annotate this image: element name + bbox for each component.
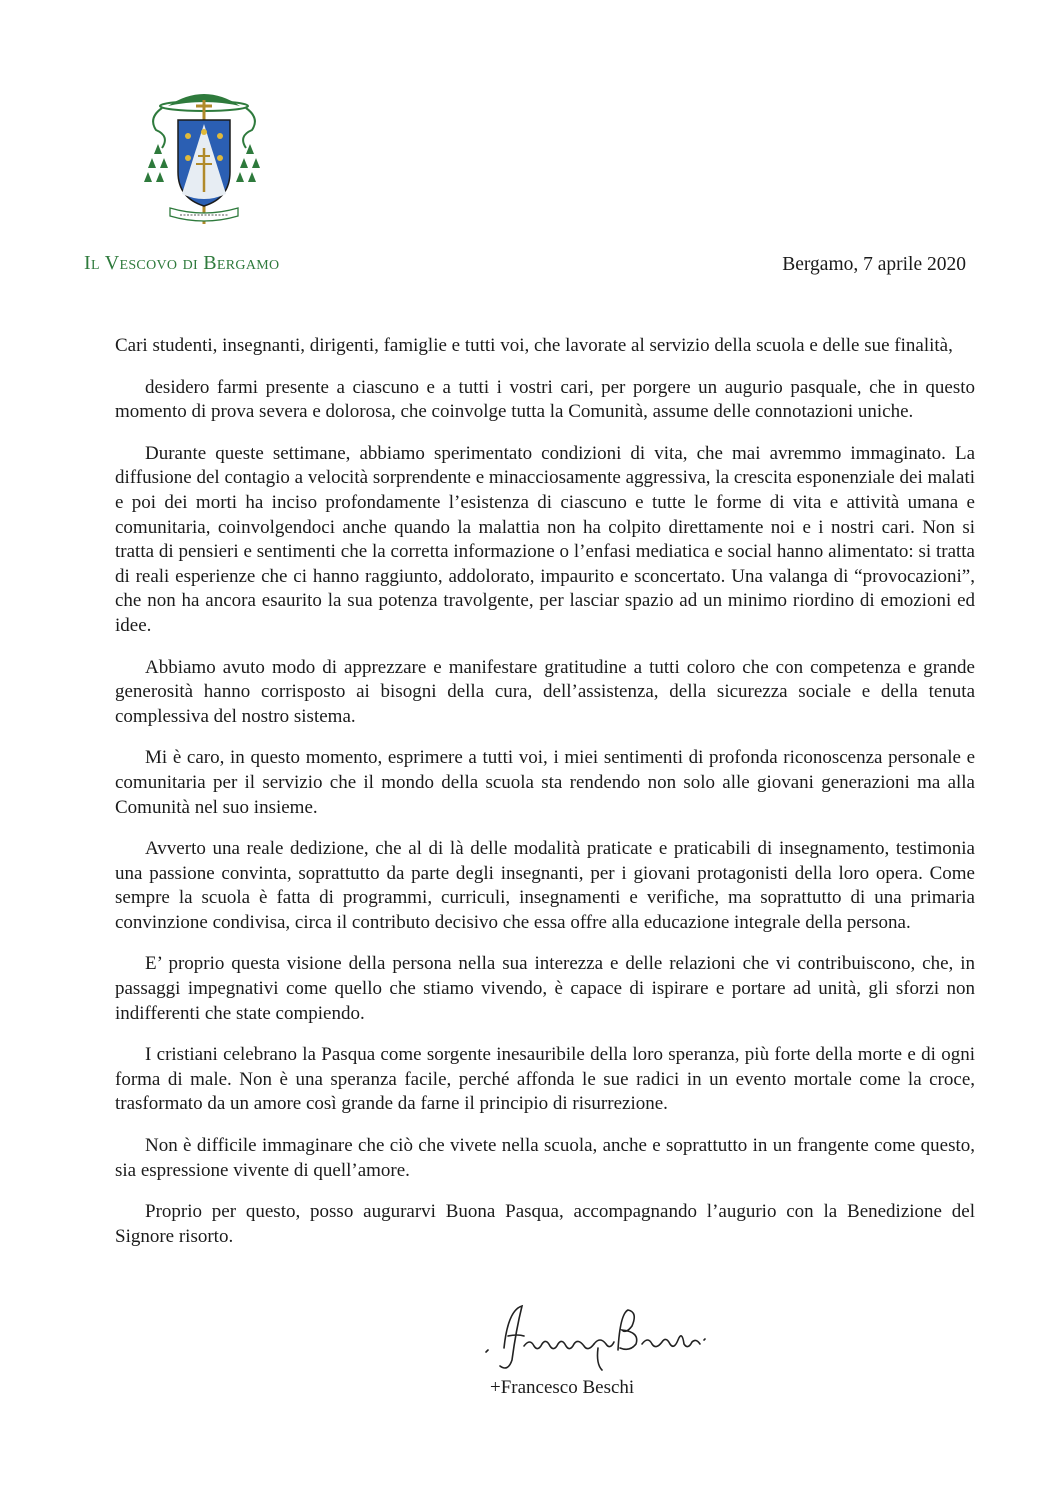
handwritten-signature: [478, 1300, 718, 1374]
paragraph: Abbiamo avuto modo di apprezzare e manifestare gratitudine a tutti coloro che con competenza e grande generosità hanno corrisposto ai bisogni della cura, dell’assistenza, della sicurezza sociale e della tenuta complessiva del nostro sistema.: [115, 656, 975, 727]
paragraph: Non è difficile immaginare che ciò che vivete nella scuola, anche e soprattutto in un frangente come questo, sia espressione vivente di quell’amore.: [115, 1135, 975, 1181]
signature-name: +Francesco Beschi: [490, 1377, 635, 1398]
paragraph: Proprio per questo, posso augurarvi Buona Pasqua, accompagnando l’augurio con la Benedizione del Signore risorto.: [115, 1201, 975, 1247]
paragraph: E’ proprio questa visione della persona nella sua interezza e delle relazioni che vi contribuiscono, che, in passaggi impegnativi come quello che stiamo vivendo, è capace di ispirare e portare ad unità, gli sforzi non indifferenti che state compiendo.: [115, 953, 975, 1024]
letter-body: [115, 334, 975, 1266]
episcopal-crest-logo: [140, 84, 268, 232]
paragraph: Mi è caro, in questo momento, esprimere a tutti voi, i miei sentimenti di profonda riconoscenza personale e comunitaria per il servizio che il mondo della scuola sta rendendo non solo alle giovani generazioni ma alla Comunità nel suo insieme.: [115, 747, 975, 818]
paragraph: desidero farmi presente a ciascuno e a tutti i vostri cari, per porgere un augurio pasquale, che in questo momento di prova severa e dolorosa, che coinvolge tutta la Comunità, assume delle connotazioni uniche.: [115, 376, 975, 423]
paragraph: I cristiani celebrano la Pasqua come sorgente inesauribile della loro speranza, più forte della morte e di ogni forma di male. Non è una speranza facile, perché affonda le sue radici in un evento mortale come la croce, trasformato da un amore così grande da farne il principio di risurrezione.: [115, 1044, 975, 1115]
paragraph: Durante queste settimane, abbiamo sperimentato condizioni di vita, che mai avremmo immaginato. La diffusione del contagio a velocità sorprendente e minacciosamente aggressiva, la crescita esponenziale dei malati e poi dei morti ha inciso profondamente l’esistenza di ciascuno e tutte le forme di vita e attività umana e comunitaria, coinvolgendoci anche quando la malattia non ha colpito direttamente noi e i nostri cari. Non si tratta di pensieri e sentimenti che la corretta informazione o l’enfasi mediatica e social hanno alimentato: si tratta di reali esperienze che ci hanno raggiunto, addolorato, impaurito e sconcertato. Una valanga di “provocazioni”, che non ha ancora esaurito la sua potenza travolgente, per lasciar spazio ad un minimo riordino di emozioni ed idee.: [115, 442, 975, 636]
dateline: Bergamo, 7 aprile 2020: [782, 254, 966, 275]
sender-title: Il Vescovo di Bergamo: [84, 252, 280, 274]
paragraph: Avverto una reale dedizione, che al di là delle modalità praticate e praticabili di insegnamento, testimonia una passione convinta, soprattutto da parte degli insegnanti, per i giovani protagonisti della loro opera. Come sempre la scuola è fatta di programmi, curriculi, insegnamenti e verifiche, ma soprattutto di una primaria convinzione condivisa, circa il contributo decisivo che essa offre alla educazione integrale della persona.: [115, 838, 975, 933]
salutation: Cari studenti, insegnanti, dirigenti, famiglie e tutti voi, che lavorate al servizio della scuola e delle sue finalità,: [115, 335, 953, 356]
